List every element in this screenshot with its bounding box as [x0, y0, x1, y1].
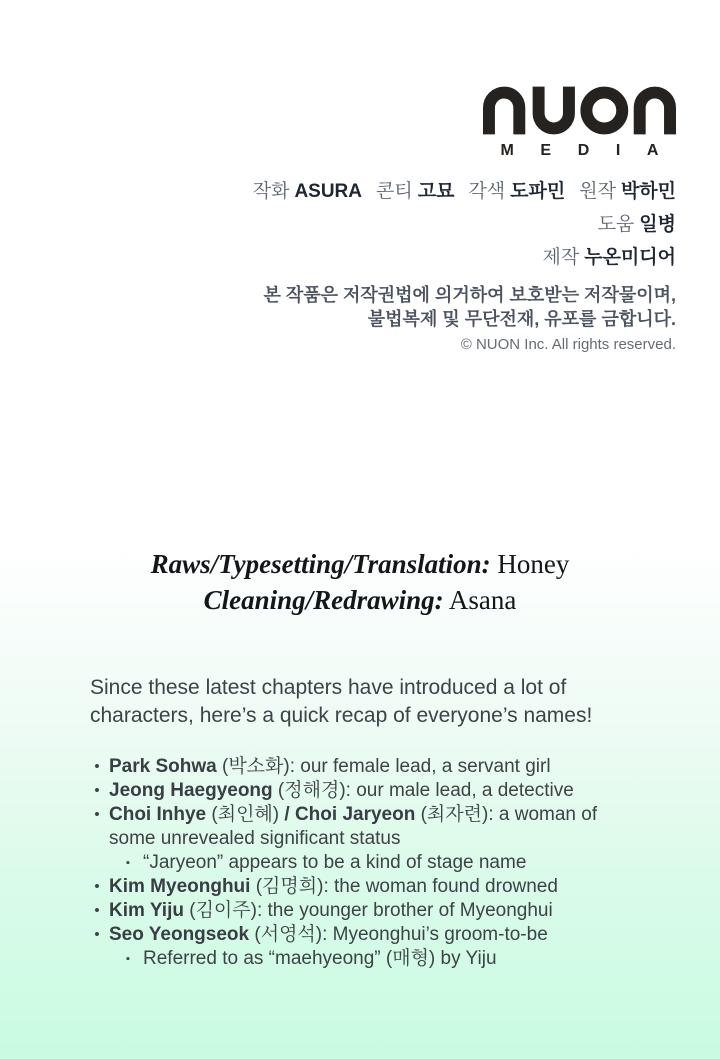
publisher-block — [253, 86, 676, 356]
credit-role-label: 각색 — [468, 181, 506, 202]
credit-pair — [468, 181, 565, 202]
credit-pair — [598, 214, 676, 235]
credit-role-label: 원작 — [579, 181, 616, 202]
list-item-text — [109, 899, 642, 923]
credit-pair — [579, 181, 676, 202]
scanlation-line-1 — [0, 546, 720, 582]
credit-person-name: 박하민 — [620, 181, 676, 202]
list-item-text — [109, 923, 642, 947]
list-item — [90, 899, 642, 923]
publisher-credit-row — [253, 208, 676, 241]
recap-intro: Since these latest chapters have introduced a lot of characters, here’s a quick recap of everyone’s names! — [90, 676, 593, 727]
list-item-text — [143, 851, 642, 875]
bullet-icon: • — [94, 902, 100, 919]
recap-list — [90, 755, 642, 971]
credit-role-label: 콘티 — [376, 181, 413, 202]
character-name: Choi Inhye — [109, 804, 207, 825]
character-name: Jeong Haegyeong — [109, 780, 273, 801]
credit-person-name: 도파민 — [510, 181, 566, 202]
media-letter: I — [615, 142, 621, 159]
character-name: Kim Myeonghui — [109, 876, 251, 897]
character-name: Kim Yiju — [109, 900, 184, 921]
list-item-description: (김이주): the younger brother of Myeonghui — [183, 900, 553, 921]
credit-pair — [543, 247, 677, 268]
bullet-icon: • — [94, 806, 100, 823]
list-item — [90, 779, 642, 803]
bullet-icon: • — [94, 926, 100, 943]
copyright-line: 본 작품은 저작권법에 의거하여 보호받는 저작물이며, — [263, 285, 676, 305]
list-item — [90, 875, 642, 899]
media-letter: D — [577, 142, 590, 159]
credit-person-name: 고묘 — [417, 181, 455, 202]
list-item — [121, 851, 642, 875]
copyright-block — [253, 283, 676, 356]
bullet-icon: ▪ — [126, 857, 130, 869]
bullet-icon: • — [94, 878, 100, 895]
credit-person-name: 일병 — [639, 214, 676, 235]
media-letter: A — [646, 142, 659, 159]
media-letter: E — [540, 142, 552, 159]
bullet-icon: • — [94, 782, 100, 799]
list-item — [90, 803, 642, 851]
credit-role-label: 도움 — [597, 214, 635, 235]
credit-role-label: 제작 — [542, 247, 580, 268]
scanlation-person-name: Honey — [497, 549, 570, 579]
bullet-icon: • — [94, 758, 100, 775]
copyright-line: 불법복제 및 무단전재, 유포를 금합니다. — [367, 309, 676, 329]
nuon-logo — [483, 86, 676, 160]
list-item-description: (김명희): the woman found drowned — [250, 876, 558, 897]
list-item-description: “Jaryeon” appears to be a kind of stage name — [143, 852, 527, 873]
publisher-credit-row — [253, 241, 676, 274]
scanlation-line-2 — [0, 582, 720, 618]
credit-person-name: ASURA — [294, 181, 362, 202]
scanlation-person-name: Asana — [448, 585, 517, 615]
copyright-line-en: © NUON Inc. All rights reserved. — [460, 336, 676, 353]
scanlation-role-label: Cleaning/Redrawing: — [203, 585, 444, 615]
scanlation-role-label: Raws/Typesetting/Translation: — [150, 549, 491, 579]
credit-role-label: 작화 — [252, 181, 290, 202]
list-item-text — [109, 755, 642, 779]
list-item-description: (최인혜) — [206, 804, 285, 825]
list-item-description: (정해경): our male lead, a detective — [272, 780, 574, 801]
list-item — [121, 947, 642, 971]
media-wordmark — [501, 142, 659, 160]
scanlation-credits — [0, 546, 720, 618]
list-item-description: (박소화): our female lead, a servant girl — [216, 756, 551, 777]
character-name: Park Sohwa — [109, 756, 217, 777]
character-recap-section — [90, 674, 642, 971]
character-name: / Choi Jaryeon — [284, 804, 416, 825]
list-item-text — [143, 947, 642, 971]
nuon-logo-icon — [483, 86, 676, 135]
list-item-text — [109, 803, 642, 851]
list-item-text — [109, 779, 642, 803]
bullet-icon: ▪ — [126, 953, 130, 965]
credit-pair — [253, 181, 362, 202]
list-item-description: (서영석): Myeonghui’s groom-to-be — [249, 924, 548, 945]
list-item — [90, 923, 642, 947]
credit-person-name: 누온미디어 — [584, 247, 676, 268]
list-item-text — [109, 875, 642, 899]
credit-pair — [376, 181, 454, 202]
publisher-credit-rows — [253, 175, 676, 274]
list-item-description: (최자련): a woman of some unrevealed significant status — [109, 804, 598, 849]
list-item-description: Referred to as “maehyeong” (매형) by Yiju — [143, 948, 497, 969]
media-letter: M — [500, 142, 514, 159]
character-name: Seo Yeongseok — [109, 924, 250, 945]
list-item — [90, 755, 642, 779]
publisher-credit-row — [253, 175, 676, 208]
